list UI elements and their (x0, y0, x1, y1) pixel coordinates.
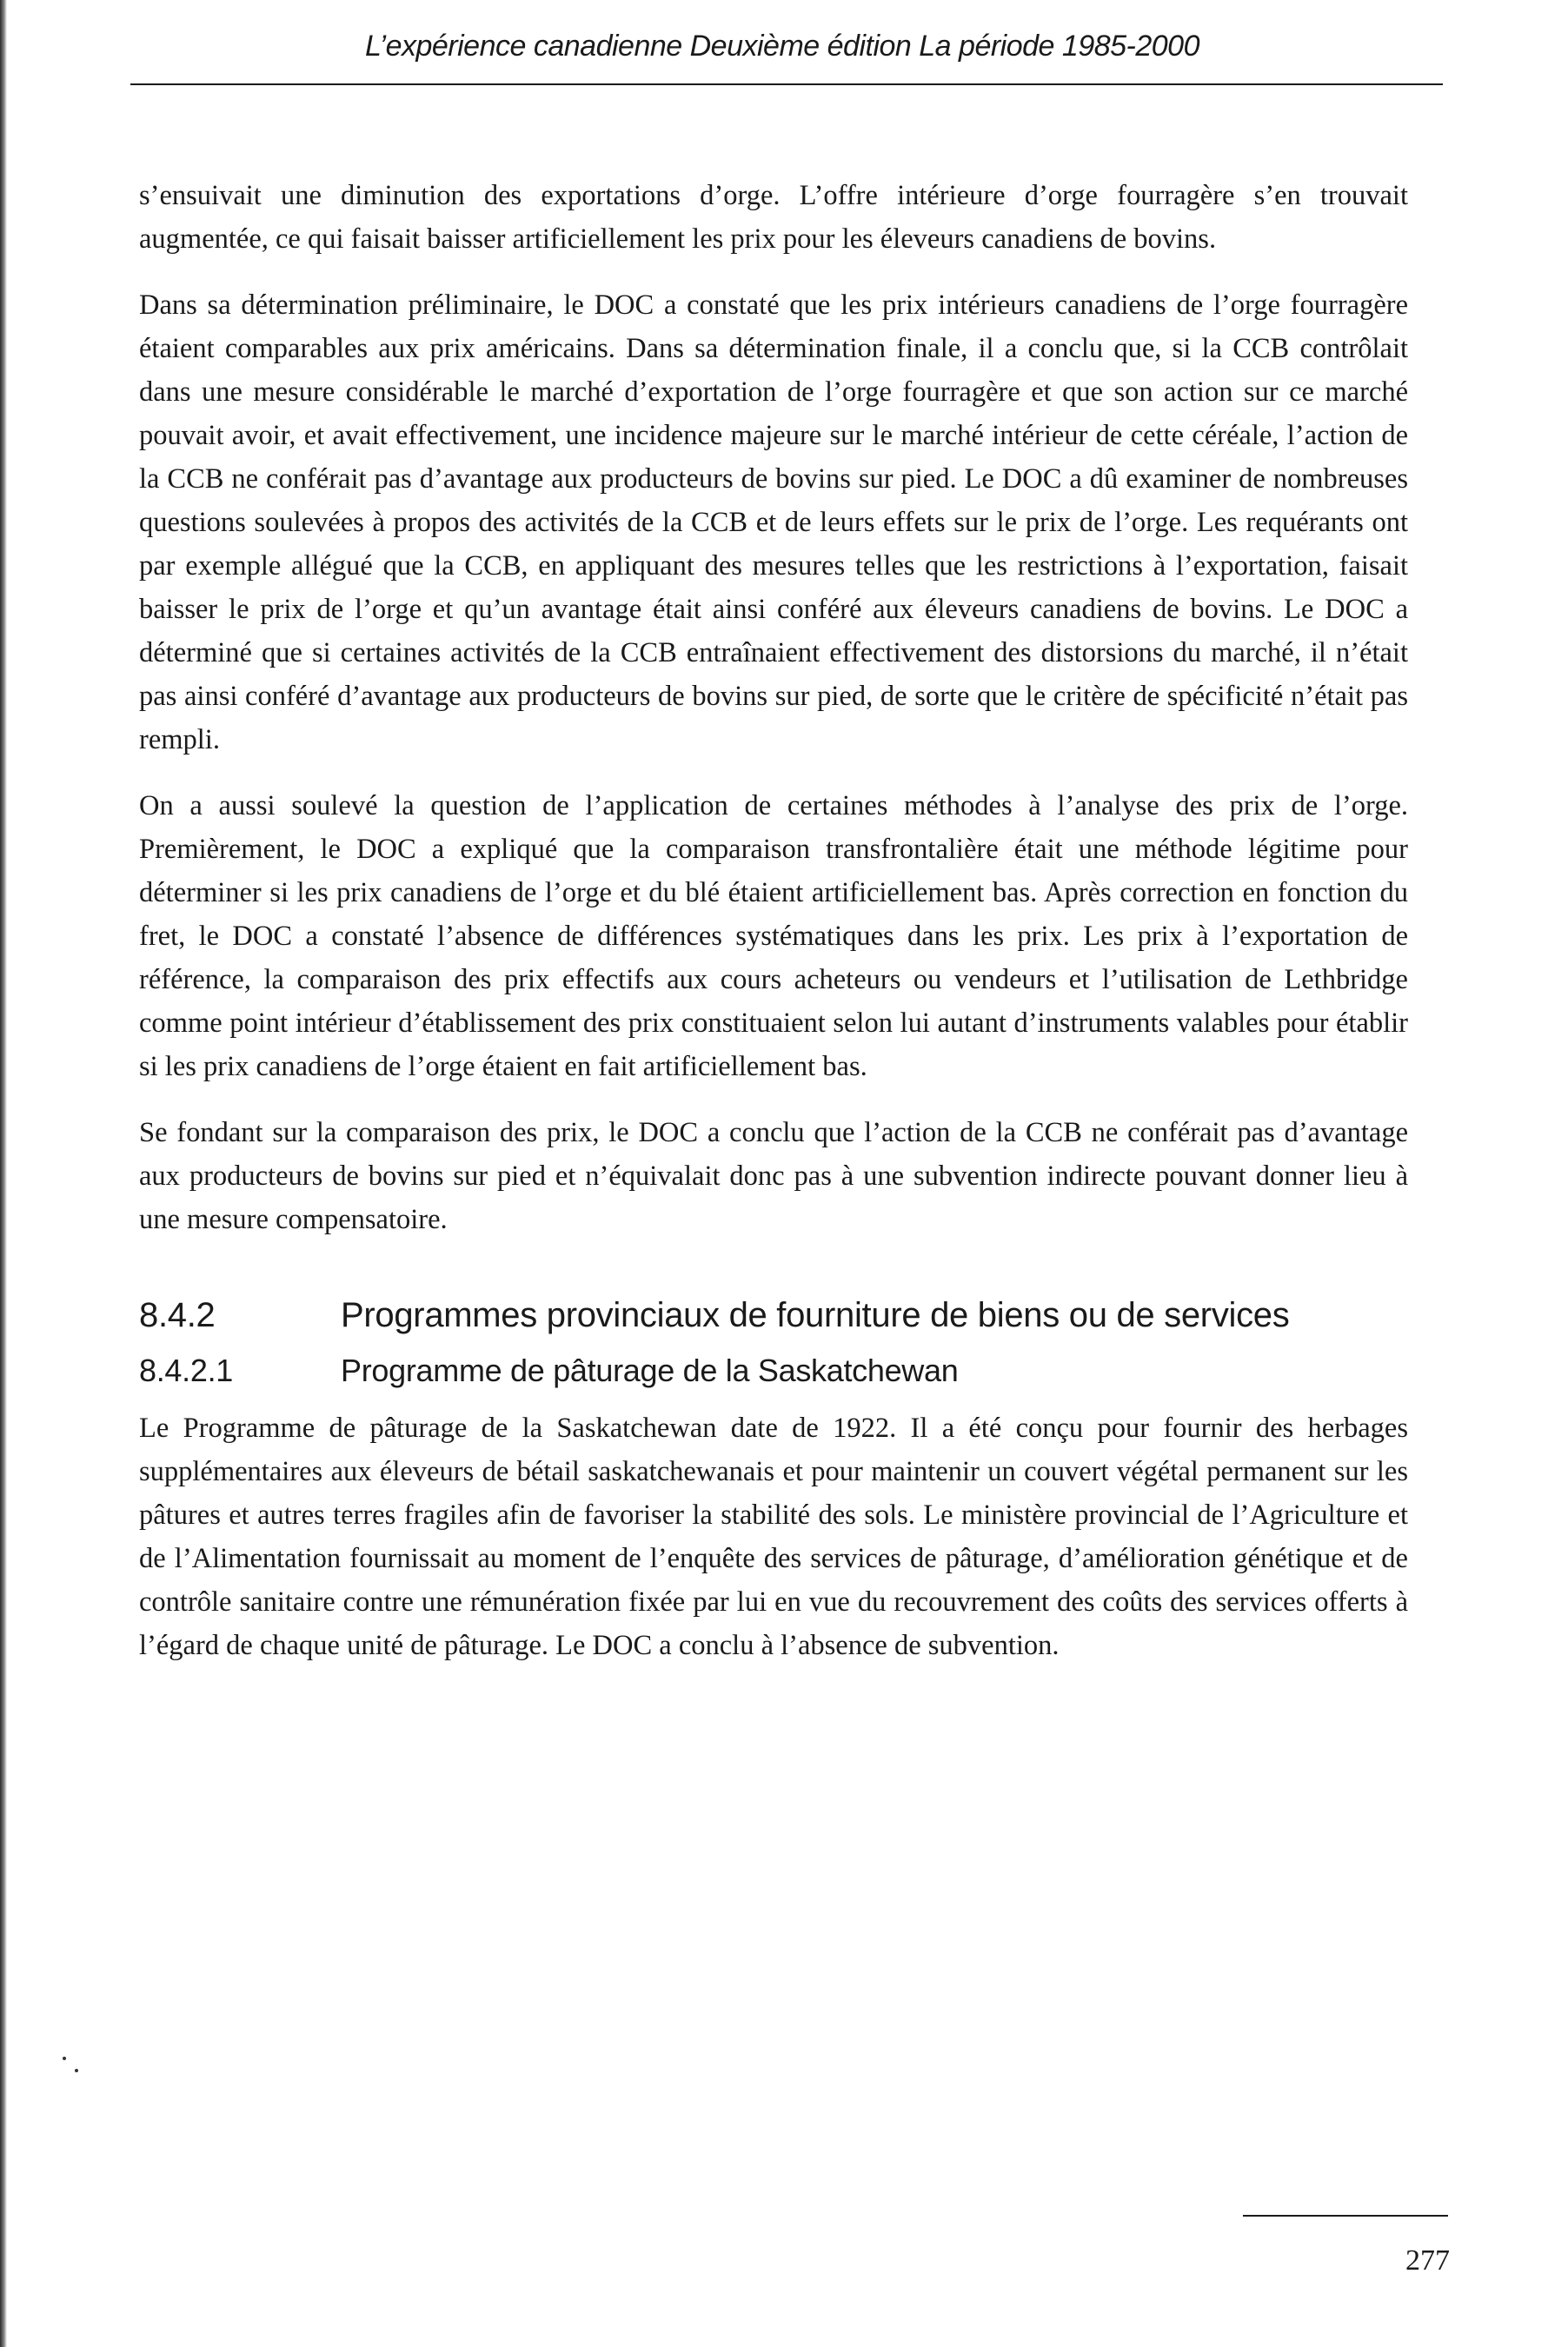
body-paragraph-4: Se fondant sur la comparaison des prix, le DOC a conclu que l’action de la CCB ne conférait pas d’avantage aux producteurs de bovins sur pied et n’équivalait donc pas à une subvention indirecte pouvant donner lieu à une mesure compensatoire. (139, 1117, 1408, 1235)
section-title: Programmes provinciaux de fourniture de biens ou de services (341, 1296, 1290, 1334)
page-body (139, 174, 1408, 1667)
running-header: L’expérience canadienne Deuxième édition La période 1985-2000 (364, 30, 1199, 63)
scan-speck (75, 2069, 78, 2072)
section-heading (139, 1293, 1408, 1337)
subsection-number: 8.4.2.1 (139, 1353, 233, 1388)
footer-rule (1243, 2215, 1448, 2217)
body-paragraph-1: s’ensuivait une diminution des exportations d’orge. L’offre intérieure d’orge fourragère s’en trouvait augmentée, ce qui faisait baisser artificiellement les prix pour les éleveurs canadiens de bovins. (139, 180, 1408, 255)
scan-edge-shadow (0, 0, 7, 2347)
subsection-heading (139, 1351, 1408, 1391)
subsection-paragraph: Le Programme de pâturage de la Saskatchewan date de 1922. Il a été conçu pour fournir des herbages supplémentaires aux éleveurs de bétail saskatchewanais et pour maintenir un couvert végétal permanent sur les pâtures et autres terres fragiles afin de favoriser la stabilité des sols. Le ministère provincial de l’Agriculture et de l’Alimentation fournissait au moment de l’enquête des services de pâturage, d’amélioration génétique et de contrôle sanitaire contre une rémunération fixée par lui en vue du recouvrement des coûts des services offerts à l’égard de chaque unité de pâturage. Le DOC a conclu à l’absence de subvention. (139, 1413, 1408, 1661)
subsection-title: Programme de pâturage de la Saskatchewan (341, 1353, 959, 1388)
body-paragraph-2: Dans sa détermination préliminaire, le DOC a constaté que les prix intérieurs canadiens de l’orge fourragère étaient comparables aux prix américains. Dans sa détermination finale, il a conclu que, si la CCB contrôlait dans une mesure considérable le marché d’exportation de l’orge fourragère et que son action sur ce marché pouvait avoir, et avait effectivement, une incidence majeure sur le marché intérieur de cette céréale, l’action de la CCB ne conférait pas d’avantage aux producteurs de bovins sur pied. Le DOC a dû examiner de nombreuses questions soulevées à propos des activités de la CCB et de leurs effets sur le prix de l’orge. Les requérants ont par exemple allégué que la CCB, en appliquant des mesures telles que les restrictions à l’exportation, faisait baisser le prix de l’orge et qu’un avantage était ainsi conféré aux éleveurs canadiens de bovins. Le DOC a déterminé que si certaines activités de la CCB entraînaient effectivement des distorsions du marché, il n’était pas ainsi conféré d’avantage aux producteurs de bovins sur pied, de sorte que le critère de spécificité n’était pas rempli. (139, 289, 1408, 755)
page-number: 277 (1405, 2244, 1450, 2277)
scan-speck (63, 2057, 66, 2060)
body-paragraph-3: On a aussi soulevé la question de l’application de certaines méthodes à l’analyse des prix de l’orge. Premièrement, le DOC a expliqué que la comparaison transfrontalière était une méthode légitime pour déterminer si les prix canadiens de l’orge et du blé étaient artificiellement bas. Après correction en fonction du fret, le DOC a constaté l’absence de différences systématiques dans les prix. Les prix à l’exportation de référence, la comparaison des prix effectifs aux cours acheteurs ou vendeurs et l’utilisation de Lethbridge comme point intérieur d’établissement des prix constituaient selon lui autant d’instruments valables pour établir si les prix canadiens de l’orge étaient en fait artificiellement bas. (139, 790, 1408, 1082)
header-rule (130, 83, 1443, 85)
section-number: 8.4.2 (139, 1296, 216, 1334)
